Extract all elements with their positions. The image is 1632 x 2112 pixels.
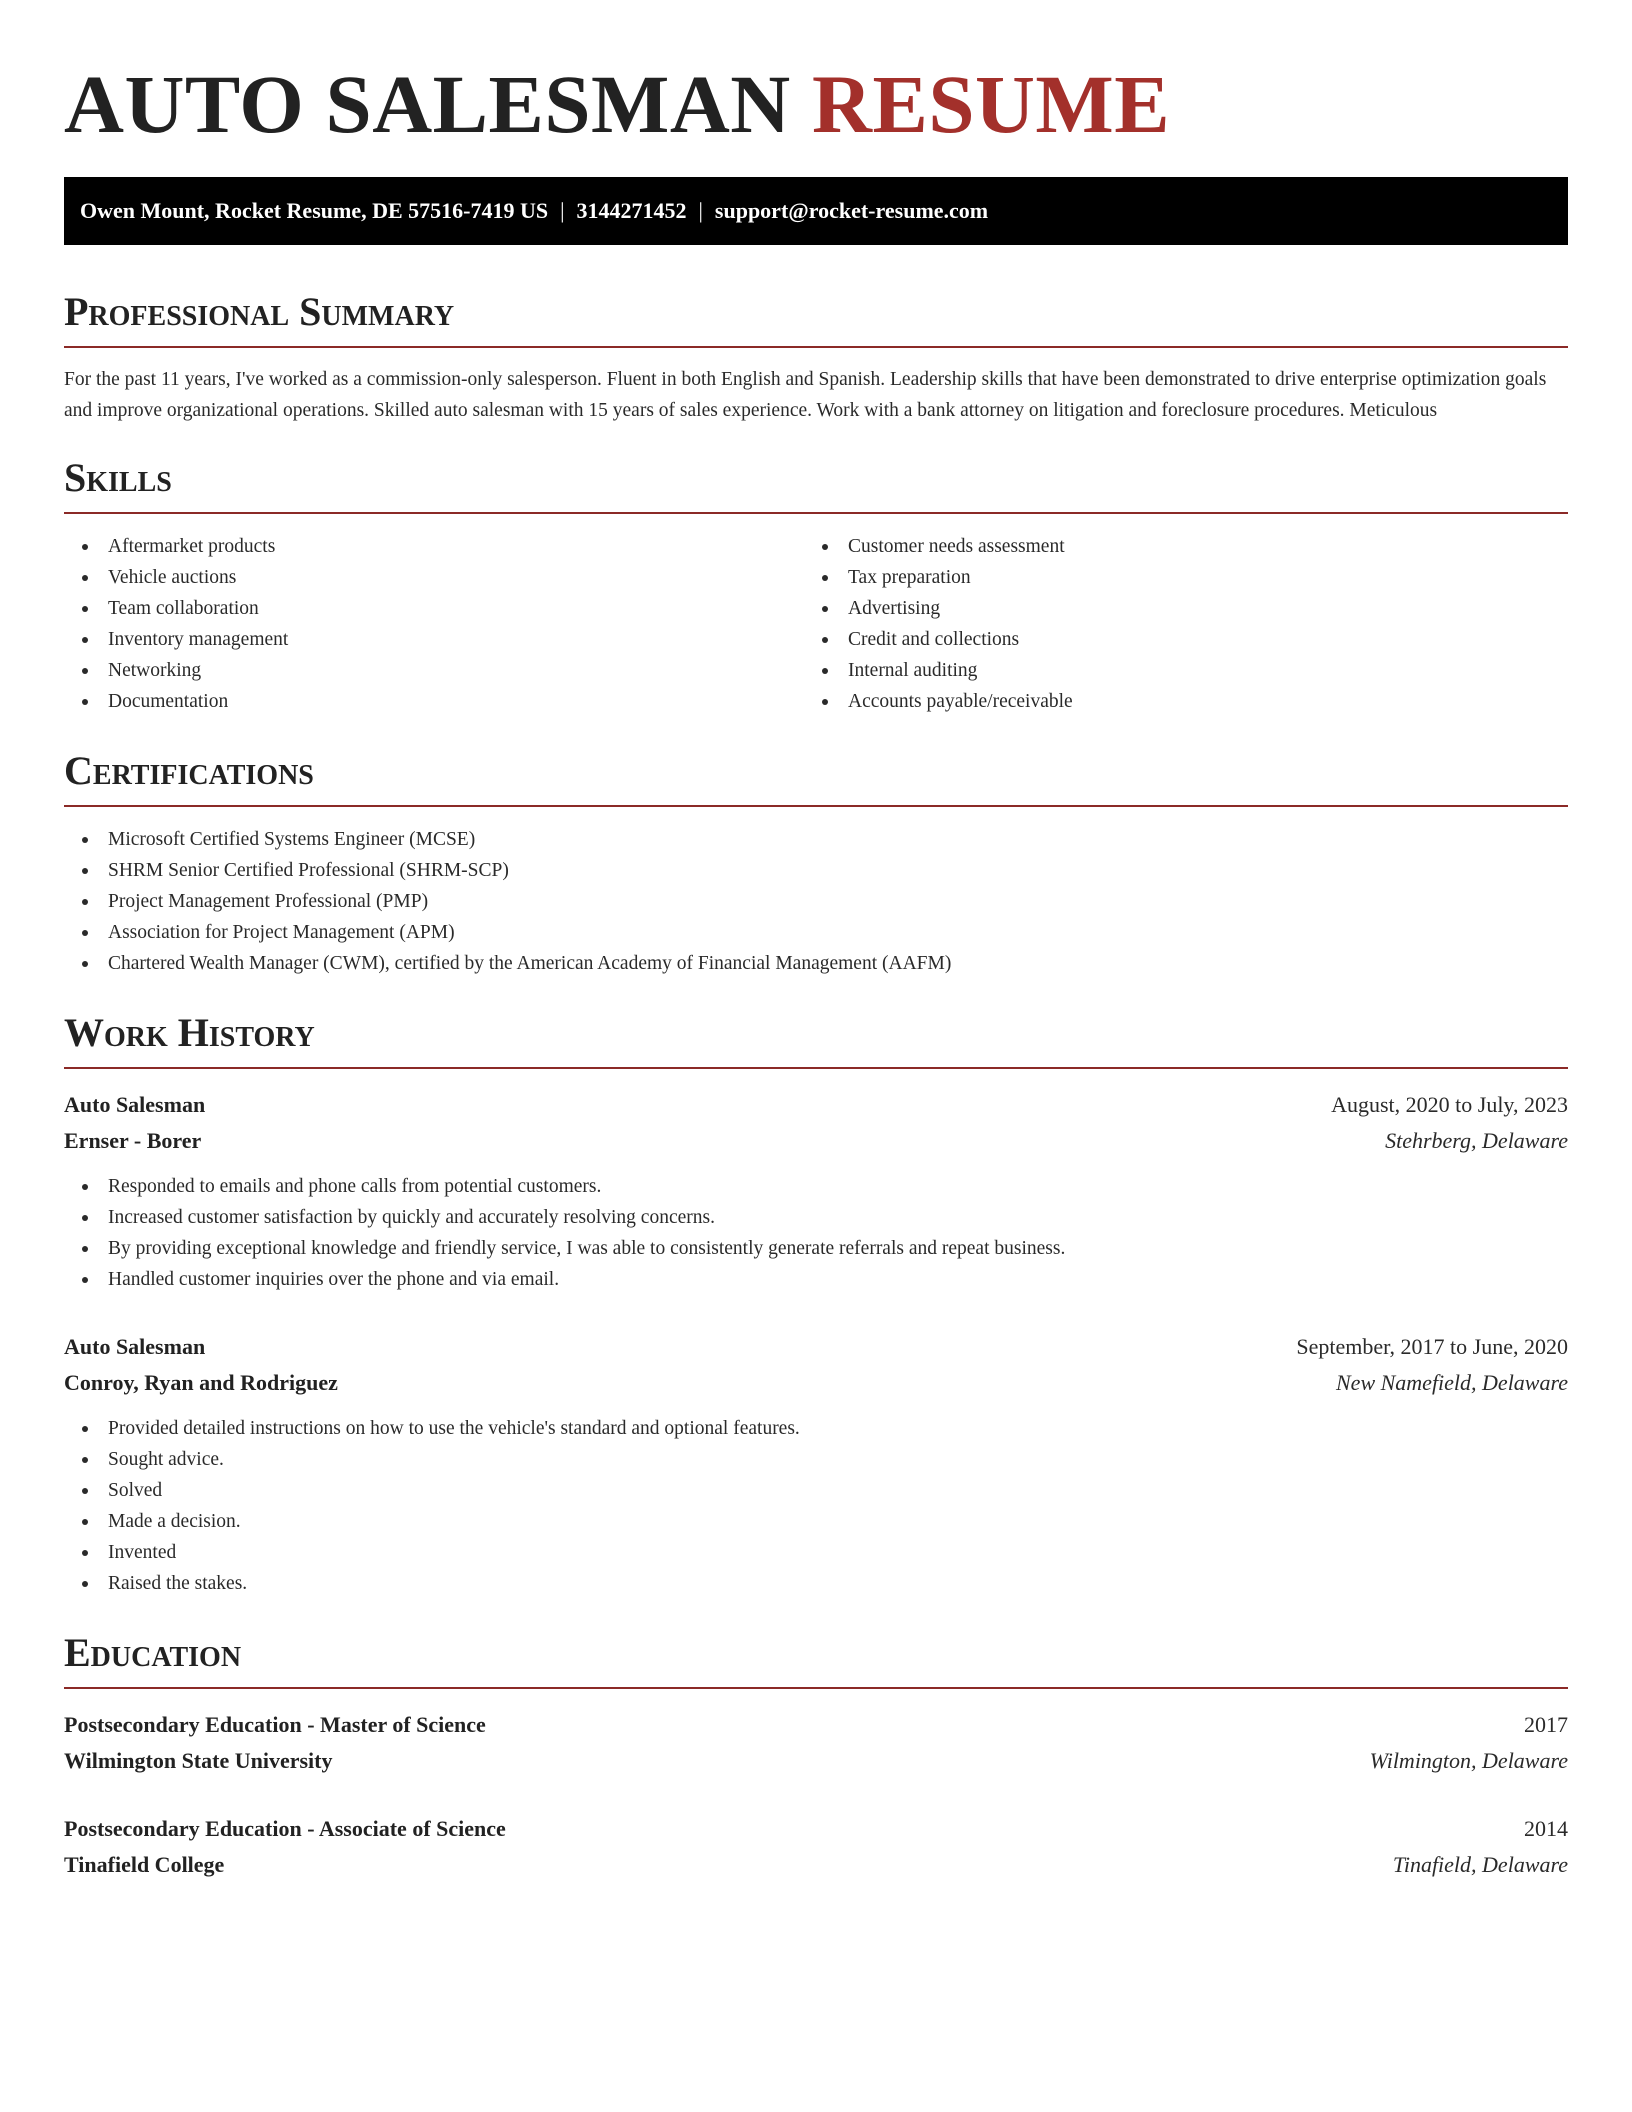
job-location: New Namefield, Delaware — [1336, 1370, 1568, 1395]
education-school: Wilmington State University — [64, 1748, 333, 1773]
certification-item: Project Management Professional (PMP) — [64, 886, 1568, 917]
certification-item: Chartered Wealth Manager (CWM), certified by the American Academy of Financial Management (AAFM) — [64, 948, 1568, 979]
education-heading: Education — [64, 1630, 242, 1675]
title-accent: RESUME — [812, 58, 1171, 150]
education-entry — [64, 1707, 1568, 1779]
education-location: Wilmington, Delaware — [1369, 1748, 1568, 1773]
education-entry — [64, 1811, 1568, 1883]
education-degree-row — [64, 1811, 1568, 1847]
job-company: Conroy, Ryan and Rodriguez — [64, 1370, 338, 1395]
skill-item: Accounts payable/receivable — [804, 686, 1544, 717]
job-dates: September, 2017 to June, 2020 — [1296, 1334, 1568, 1359]
job-duties-list — [64, 1171, 1568, 1295]
job-company-row — [64, 1123, 1568, 1159]
job-duty: Invented — [64, 1537, 1568, 1568]
education-degree-row — [64, 1707, 1568, 1743]
summary-text: For the past 11 years, I've worked as a commission-only salesperson. Fluent in both English and Spanish. Leadership skills that have been demonstrated to drive enterprise optimization goals and improve organizational operations. Skilled auto salesman with 15 years of sales experience. Work with a bank attorney on litigation and foreclosure procedures. Meticulous — [64, 369, 1547, 421]
skill-item: Aftermarket products — [64, 531, 804, 562]
skill-item: Inventory management — [64, 624, 804, 655]
contact-email: support@rocket-resume.com — [714, 198, 989, 223]
contact-address: Owen Mount, Rocket Resume, DE 57516-7419 US — [80, 198, 549, 223]
summary-heading: Professional Summary — [64, 289, 455, 334]
certification-item: Association for Project Management (APM) — [64, 917, 1568, 948]
education-year: 2014 — [1524, 1816, 1568, 1841]
education-degree: Postsecondary Education - Master of Science — [64, 1712, 486, 1737]
education-school-row — [64, 1847, 1568, 1883]
job-duty: Raised the stakes. — [64, 1568, 1568, 1599]
section-divider — [64, 346, 1568, 348]
job-header-row — [64, 1329, 1568, 1365]
job-entry — [64, 1087, 1568, 1295]
education-degree: Postsecondary Education - Associate of Science — [64, 1816, 506, 1841]
skill-item: Networking — [64, 655, 804, 686]
job-duty: Responded to emails and phone calls from potential customers. — [64, 1171, 1568, 1202]
education-school-row — [64, 1743, 1568, 1779]
contact-separator: | — [698, 198, 703, 223]
skill-item: Credit and collections — [804, 624, 1544, 655]
contact-phone: 3144271452 — [576, 198, 687, 223]
contact-bar — [64, 177, 1568, 245]
education-school: Tinafield College — [64, 1852, 225, 1877]
skills-grid — [64, 531, 1568, 717]
section-divider — [64, 1687, 1568, 1689]
section-divider — [64, 512, 1568, 514]
skill-item: Team collaboration — [64, 593, 804, 624]
job-dates: August, 2020 to July, 2023 — [1331, 1092, 1568, 1117]
job-duty: Handled customer inquiries over the phone and via email. — [64, 1264, 1568, 1295]
skills-heading: Skills — [64, 455, 172, 500]
skill-item: Internal auditing — [804, 655, 1544, 686]
job-duty: Provided detailed instructions on how to use the vehicle's standard and optional features. — [64, 1413, 1568, 1444]
education-year: 2017 — [1524, 1712, 1568, 1737]
job-header-row — [64, 1087, 1568, 1123]
contact-separator: | — [560, 198, 565, 223]
resume-title — [64, 58, 1568, 150]
job-title: Auto Salesman — [64, 1092, 206, 1117]
certifications-heading: Certifications — [64, 748, 314, 793]
skill-item: Documentation — [64, 686, 804, 717]
education-location: Tinafield, Delaware — [1392, 1852, 1568, 1877]
job-duties-list — [64, 1413, 1568, 1599]
skill-item: Tax preparation — [804, 562, 1544, 593]
job-title: Auto Salesman — [64, 1334, 206, 1359]
job-company: Ernser - Borer — [64, 1128, 202, 1153]
job-entry — [64, 1329, 1568, 1599]
skill-item: Customer needs assessment — [804, 531, 1544, 562]
skills-list-left — [64, 531, 804, 717]
certifications-list — [64, 824, 1568, 979]
skill-item: Advertising — [804, 593, 1544, 624]
certification-item: SHRM Senior Certified Professional (SHRM-SCP) — [64, 855, 1568, 886]
job-duty: Increased customer satisfaction by quickly and accurately resolving concerns. — [64, 1202, 1568, 1233]
job-duty: Sought advice. — [64, 1444, 1568, 1475]
job-duty: By providing exceptional knowledge and friendly service, I was able to consistently generate referrals and repeat business. — [64, 1233, 1568, 1264]
title-main: AUTO SALESMAN — [64, 58, 791, 150]
section-divider — [64, 1067, 1568, 1069]
skill-item: Vehicle auctions — [64, 562, 804, 593]
job-duty: Made a decision. — [64, 1506, 1568, 1537]
work-history-heading: Work History — [64, 1010, 315, 1055]
job-company-row — [64, 1365, 1568, 1401]
certification-item: Microsoft Certified Systems Engineer (MCSE) — [64, 824, 1568, 855]
job-duty: Solved — [64, 1475, 1568, 1506]
job-location: Stehrberg, Delaware — [1385, 1128, 1568, 1153]
skills-list-right — [804, 531, 1544, 717]
section-divider — [64, 805, 1568, 807]
